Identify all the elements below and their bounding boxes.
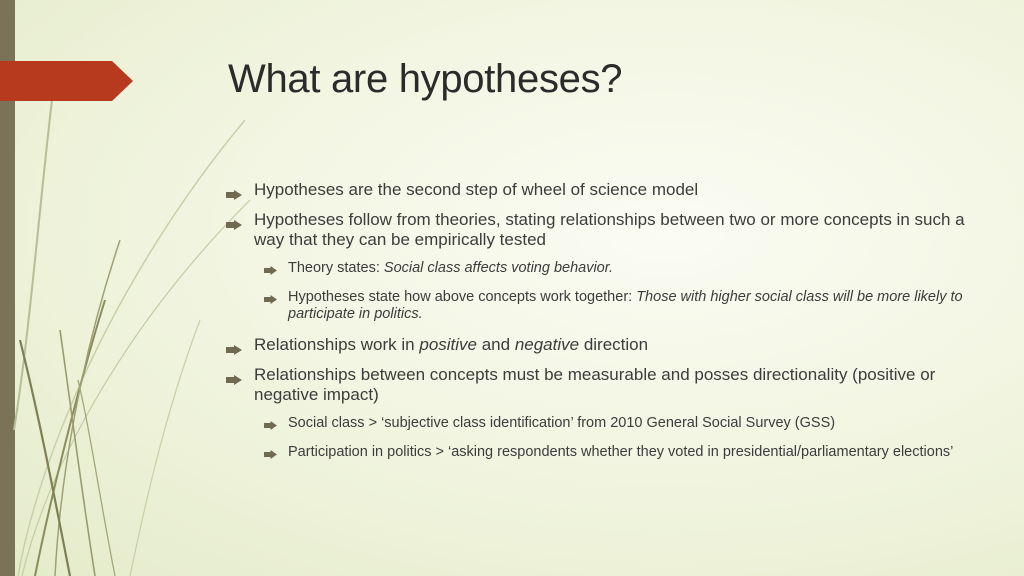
- bullet-arrow-icon: [264, 418, 277, 435]
- bullet-text: Hypotheses follow from theories, stating relationships between two or more concepts in such a way that they can be empirically tested: [254, 210, 965, 249]
- bullet-arrow-icon: [226, 215, 242, 235]
- bullet-arrow-icon: [226, 340, 242, 360]
- bullet-item: [226, 210, 986, 250]
- bullet-italic-text: positive: [419, 335, 477, 354]
- bullet-text: Relationships work in: [254, 335, 420, 354]
- sub-bullet-item: [226, 444, 986, 461]
- bullet-italic-text: negative: [514, 335, 580, 354]
- bullet-arrow-icon: [226, 370, 242, 390]
- bullet-text: Hypotheses state how above concepts work together:: [288, 289, 637, 305]
- title-accent-tab: [0, 61, 133, 101]
- bullet-item: [226, 335, 986, 355]
- bullet-arrow-icon: [226, 185, 242, 205]
- bullet-italic-text: Those with higher social class will be more likely to participate in politics.: [288, 289, 963, 322]
- bullet-item: [226, 365, 986, 405]
- bullet-text: Hypotheses are the second step of wheel of science model: [254, 180, 699, 199]
- sub-bullet-item: [226, 260, 986, 277]
- page-title: What are hypotheses?: [228, 57, 623, 101]
- bullet-text: Participation in politics > ‘asking respondents whether they voted in presidential/parliamentary elections’: [288, 444, 954, 460]
- bullet-text: Relationships between concepts must be measurable and posses directionality (positive or negative impact): [254, 365, 936, 404]
- bullet-text: Theory states:: [288, 260, 384, 276]
- bullet-text: and: [477, 335, 515, 354]
- bullet-text: Social class > ‘subjective class identification’ from 2010 General Social Survey (GSS): [288, 415, 836, 431]
- sub-bullet-item: [226, 415, 986, 432]
- bullet-arrow-icon: [264, 447, 277, 464]
- sub-bullet-item: [226, 289, 986, 323]
- bullet-list: [226, 180, 986, 473]
- bullet-text: direction: [579, 335, 649, 354]
- bullet-arrow-icon: [264, 263, 277, 280]
- bullet-arrow-icon: [264, 292, 277, 309]
- bullet-item: [226, 180, 986, 200]
- bullet-italic-text: Social class affects voting behavior.: [383, 260, 614, 276]
